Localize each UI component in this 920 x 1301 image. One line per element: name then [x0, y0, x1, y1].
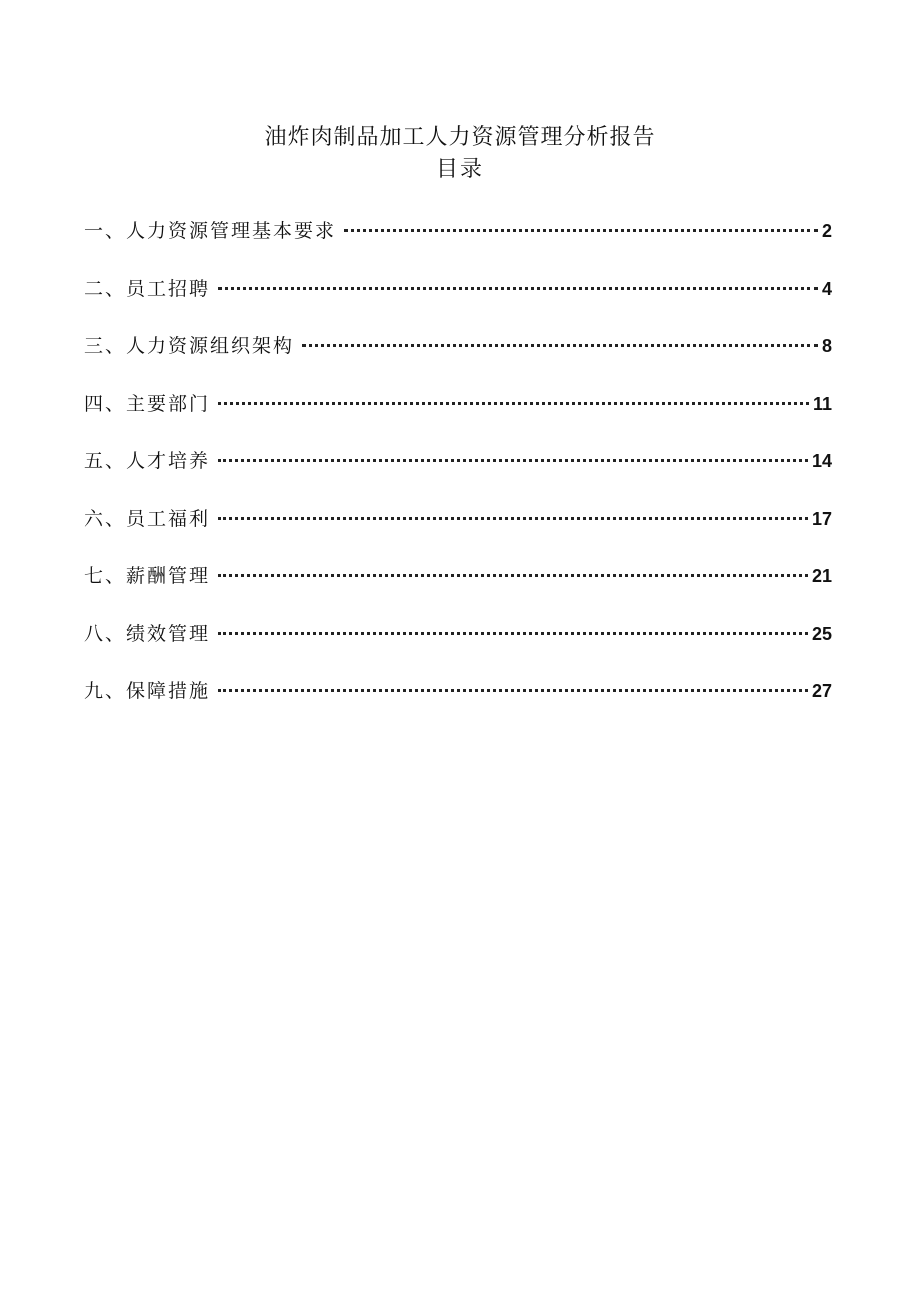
toc-entry-label: 三、人力资源组织架构 [84, 335, 295, 357]
toc-entry-2[interactable] [84, 273, 832, 331]
toc-entry-3[interactable] [84, 330, 832, 388]
toc-entry-5[interactable] [84, 445, 832, 503]
toc-dot-leader [218, 574, 808, 577]
toc-entry-page-number: 21 [811, 566, 832, 586]
toc-entry-9[interactable] [84, 675, 832, 733]
toc-dot-leader [344, 229, 818, 232]
toc-entry-page-number: 11 [812, 393, 832, 414]
toc-entry-1[interactable] [84, 215, 832, 273]
toc-entry-7[interactable] [84, 560, 832, 618]
toc-dot-leader [218, 689, 808, 692]
toc-entry-6[interactable] [84, 503, 832, 561]
toc-entry-page-number: 14 [811, 451, 832, 471]
toc-entry-4[interactable] [84, 388, 832, 446]
toc-entry-page-number: 27 [811, 681, 832, 701]
toc-entry-label: 一、人力资源管理基本要求 [84, 220, 337, 242]
toc-dot-leader [218, 287, 818, 290]
toc-entry-label: 二、员工招聘 [84, 277, 211, 300]
toc-entry-page-number: 8 [821, 336, 832, 356]
toc-dot-leader [218, 517, 808, 520]
document-title: 油炸肉制品加工人力资源管理分析报告 [264, 125, 656, 150]
table-of-contents [84, 215, 832, 733]
toc-entry-label: 五、人才培养 [84, 450, 211, 472]
toc-entry-label: 九、保障措施 [84, 680, 211, 702]
toc-entry-label: 四、主要部门 [84, 392, 211, 415]
toc-dot-leader [218, 632, 808, 635]
toc-entry-label: 八、绩效管理 [84, 622, 211, 645]
toc-dot-leader [218, 402, 809, 405]
toc-dot-leader [302, 344, 818, 347]
toc-entry-page-number: 17 [811, 508, 832, 529]
toc-dot-leader [218, 459, 808, 462]
toc-entry-page-number: 2 [821, 221, 832, 241]
toc-entry-page-number: 25 [811, 623, 832, 644]
toc-entry-label: 七、薪酬管理 [84, 565, 211, 587]
toc-entry-label: 六、员工福利 [84, 507, 211, 530]
toc-heading: 目录 [435, 157, 484, 182]
toc-entry-page-number: 4 [821, 278, 832, 299]
toc-entry-8[interactable] [84, 618, 832, 676]
